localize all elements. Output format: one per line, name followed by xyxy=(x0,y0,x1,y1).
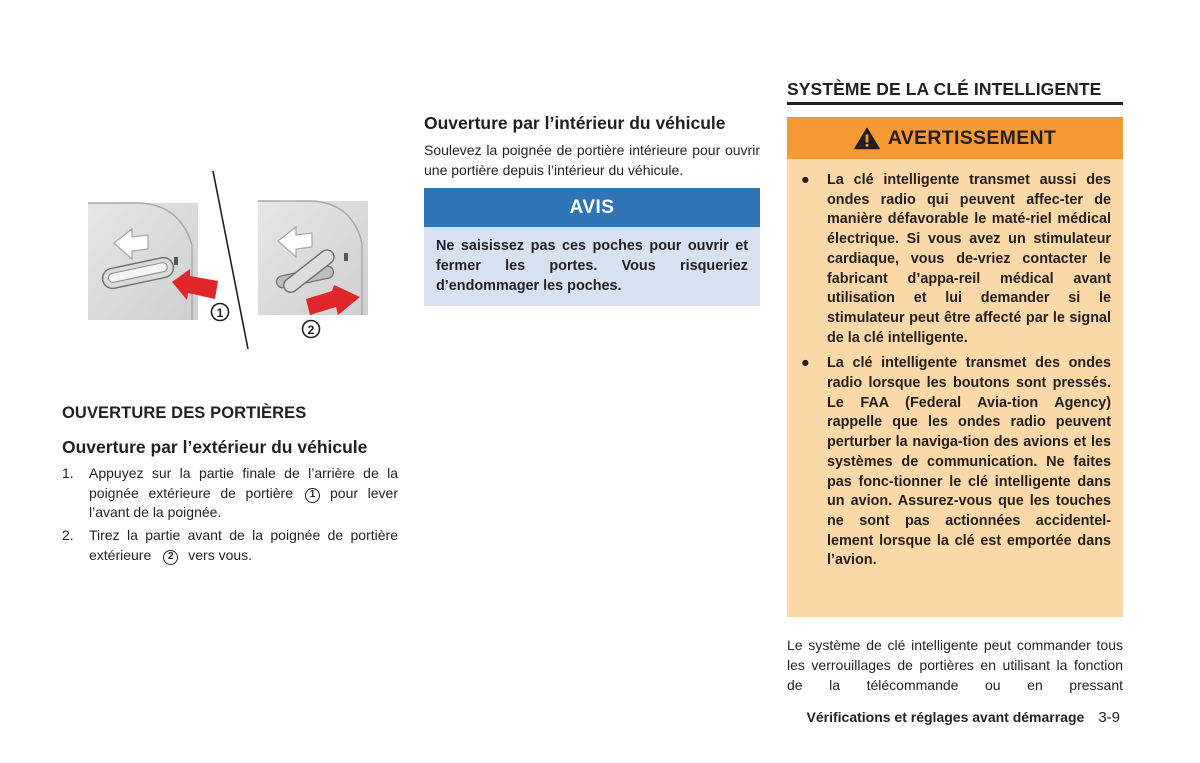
section-title-smart-key: SYSTÈME DE LA CLÉ INTELLIGENTE xyxy=(787,79,1102,99)
warning-triangle-icon xyxy=(854,127,880,150)
step-number: 2. xyxy=(62,527,74,544)
section-title-underline xyxy=(787,102,1123,105)
step-text: Tirez la partie avant de la poignée de portière extérieure xyxy=(89,527,398,563)
circled-marker-1: 1 xyxy=(305,488,320,503)
bullet-icon: ● xyxy=(801,172,810,188)
page-footer xyxy=(807,709,1120,726)
warning-title: AVERTISSEMENT xyxy=(887,126,1057,149)
warning-item xyxy=(795,354,1111,571)
subtitle-exterior-opening: Ouverture par l’extérieur du véhicule xyxy=(62,437,368,457)
warning-box xyxy=(787,117,1123,617)
footer-section-name: Vérifications et réglages avant démarrage xyxy=(806,709,1085,725)
notice-title: AVIS xyxy=(424,188,760,227)
list-item-step-1 xyxy=(62,464,398,523)
page-number: 3-9 xyxy=(1098,709,1120,726)
door-handle-illustration xyxy=(80,165,400,355)
opening-steps-list xyxy=(62,464,398,569)
step-number: 1. xyxy=(62,465,74,481)
subtitle-interior-opening: Ouverture par l’intérieur du véhicule xyxy=(424,113,726,133)
notice-box xyxy=(424,188,760,306)
bullet-icon: ● xyxy=(801,355,810,372)
warning-item xyxy=(795,171,1111,348)
panel-rear-handle-press xyxy=(88,203,218,320)
warning-item-text: La clé intelligente transmet aussi des ondes radio qui peuvent affec-ter de manière défavorable le maté-riel médical électrique. Si vous avez un stimulateur cardiaque, vous de-vriez contacter le fabricant d’appa-reil médical avant utilisation et lui demander si le stimulateur peut être affecté par le signal de la clé intelligente. xyxy=(827,172,1111,346)
list-item-step-2 xyxy=(62,526,398,565)
figure-divider xyxy=(213,171,248,349)
warning-item-text: La clé intelligente transmet des ondes radio lorsque les boutons sont pressés. Le FAA (Federal Avia-tion Agency) rappelle que les ondes radio peuvent perturber la naviga-tion des avions et les systèmes de communication. Ne faites pas fonc-tionner le clé intelligente dans un avion. Assurez-vous que les touches ne sont pas actionnées accidentel-lement lorsque la clé est emportée dans l’avion. xyxy=(827,355,1111,569)
step-text-continued: pour lever l’avant de la poignée. xyxy=(89,484,398,521)
notice-text: Ne saisissez pas ces poches pour ouvrir et fermer les portes. Vous risqueriez d’endommager les poches. xyxy=(436,238,748,294)
warning-list xyxy=(787,159,1123,571)
smart-key-body-text: Le système de clé intelligente peut commander tous les verrouillages de portières en utilisant la fonction de la télécommande ou en pressant xyxy=(787,637,1123,693)
door-handle-drawing xyxy=(80,165,400,355)
warning-header xyxy=(787,117,1123,159)
panel-front-handle-pull xyxy=(258,201,368,315)
step-text-continued: vers vous. xyxy=(188,546,253,563)
circled-marker-2: 2 xyxy=(163,550,178,565)
marker-2-label: 2 xyxy=(307,323,315,337)
marker-1-label: 1 xyxy=(216,306,224,320)
section-title-door-opening: OUVERTURE DES PORTIÈRES xyxy=(62,404,307,422)
step-text: Appuyez sur la partie finale de l’arrière de la poignée extérieure de portière xyxy=(89,465,398,501)
interior-opening-text: Soulevez la poignée de portière intérieure pour ouvrir une portière depuis l’intérieur du véhicule. xyxy=(424,142,760,178)
